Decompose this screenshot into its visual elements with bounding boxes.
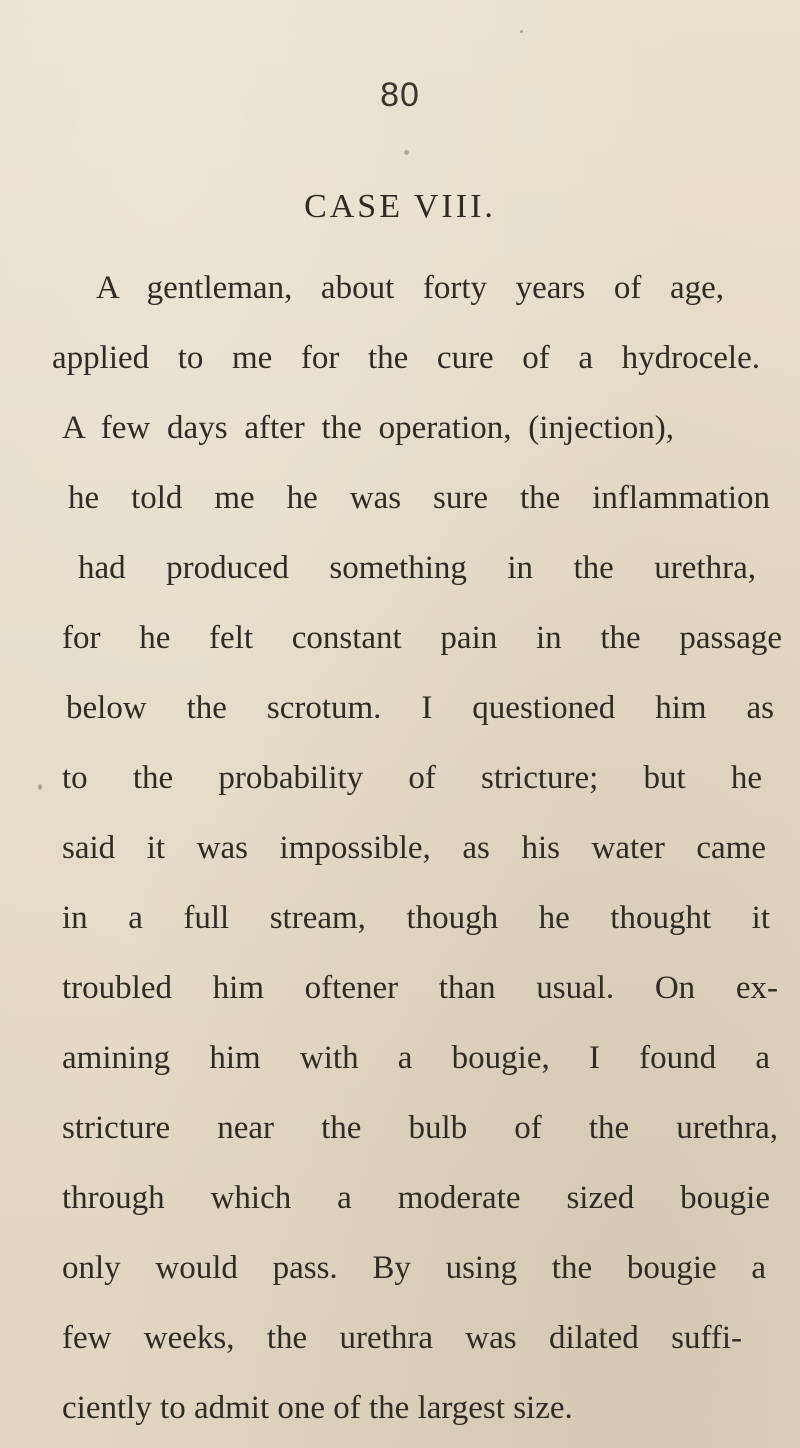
page-number: 80: [380, 76, 420, 114]
paragraph-line: applied to me for the cure of a hydrocele.: [52, 340, 760, 376]
paragraph-line: to the probability of stricture; but he: [62, 760, 762, 796]
paragraph-line: in a full stream, though he thought it: [62, 900, 770, 936]
paragraph-line: ciently to admit one of the largest size.: [62, 1390, 573, 1426]
paragraph-line: through which a moderate sized bougie: [62, 1180, 770, 1216]
paragraph-line: A few days after the operation, (injection),: [62, 410, 674, 446]
paragraph-line: for he felt constant pain in the passage: [62, 620, 782, 656]
paper-speck: [520, 30, 523, 33]
paragraph-line: he told me he was sure the inflammation: [68, 480, 770, 516]
paper-speck: [404, 150, 409, 155]
paper-speck: [600, 1328, 604, 1332]
paragraph-line: A gentleman, about forty years of age,: [96, 270, 724, 306]
paragraph-line: amining him with a bougie, I found a: [62, 1040, 770, 1076]
paragraph-line: few weeks, the urethra was dilated suffi-: [62, 1320, 742, 1356]
paragraph-line: troubled him oftener than usual. On ex-: [62, 970, 778, 1006]
paragraph-line: stricture near the bulb of the urethra,: [62, 1110, 778, 1146]
case-heading: CASE VIII.: [304, 188, 496, 225]
paragraph-line: below the scrotum. I questioned him as: [66, 690, 774, 726]
paragraph-line: only would pass. By using the bougie a: [62, 1250, 766, 1286]
paragraph-line: said it was impossible, as his water came: [62, 830, 766, 866]
paragraph-line: had produced something in the urethra,: [78, 550, 756, 586]
paper-speck: [38, 784, 42, 790]
